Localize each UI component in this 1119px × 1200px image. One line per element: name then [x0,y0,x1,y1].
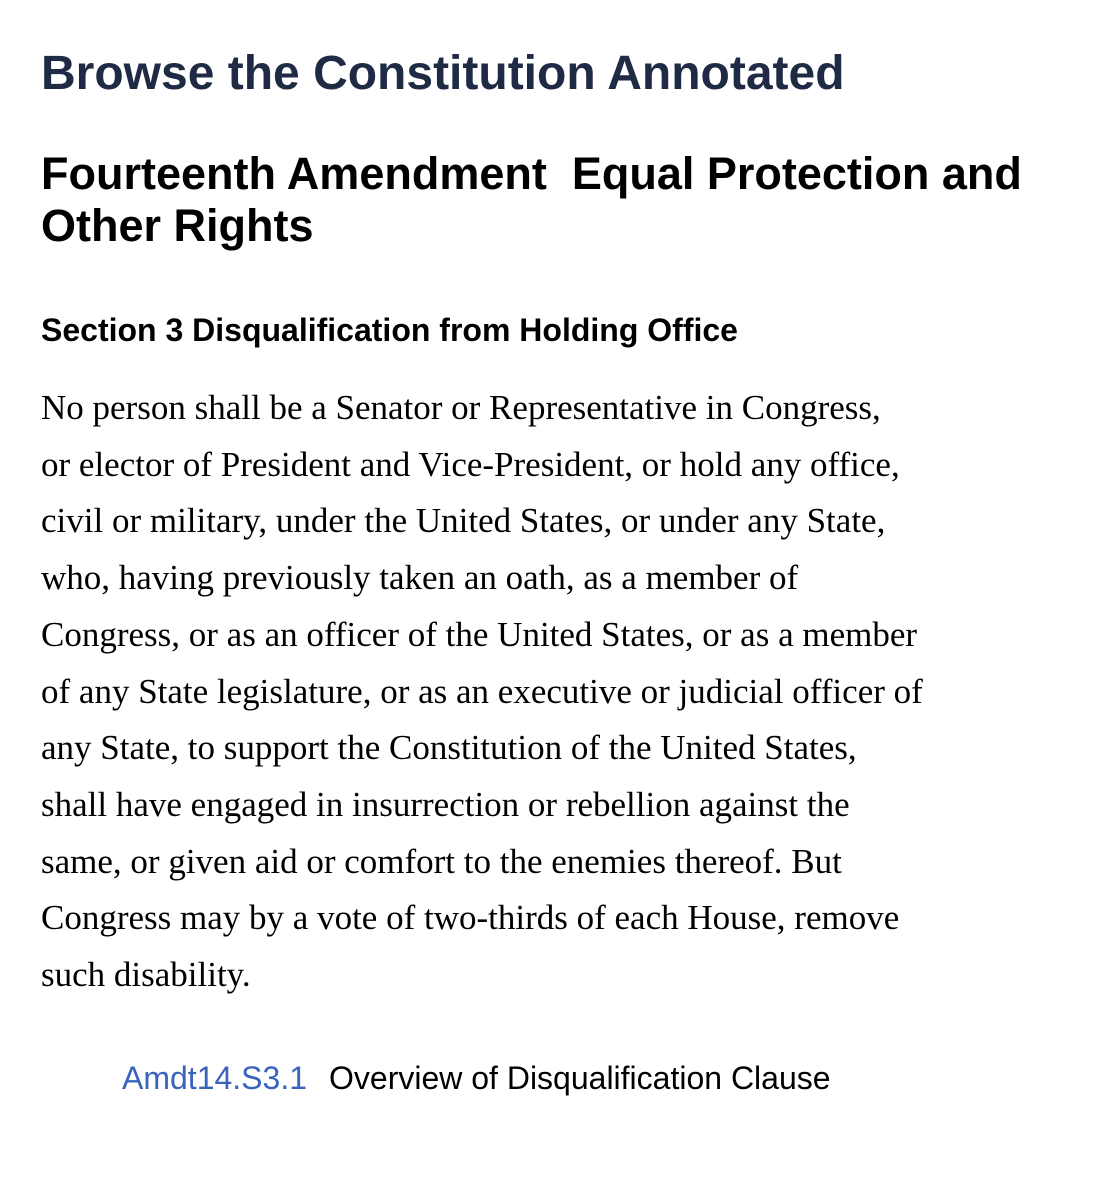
section-text-line: any State, to support the Constitution of the United States, [41,728,857,768]
section-text-line: same, or given aid or comfort to the enemies thereof. But [41,841,842,881]
section-text-line: shall have engaged in insurrection or rebellion against the [41,784,850,824]
section-title: Section 3 Disqualification from Holding Office [41,312,738,348]
section-text-line: such disability. [41,955,251,995]
toc-item-link[interactable]: Amdt14.S3.1 [122,1060,307,1096]
section-text-line: civil or military, under the United States, or under any State, [41,501,886,541]
section-text-line: of any State legislature, or as an executive or judicial officer of [41,671,923,711]
amendment-title: Fourteenth Amendment Equal Protection and Other Rights [41,148,1035,251]
section-text-line: who, having previously taken an oath, as a member of [41,558,799,598]
section-text-line: or elector of President and Vice-President, or hold any office, [41,444,900,484]
section-text-line: No person shall be a Senator or Representative in Congress, [41,388,881,427]
toc-item-overview [122,1056,831,1100]
section-text-line: Congress may by a vote of two-thirds of each House, remove [41,898,900,938]
section-text-line: Congress, or as an officer of the United States, or as a member [41,614,918,654]
page-title: Browse the Constitution Annotated [41,47,845,100]
toc-item-title: Overview of Disqualification Clause [329,1060,831,1096]
section-text [41,380,1091,1004]
